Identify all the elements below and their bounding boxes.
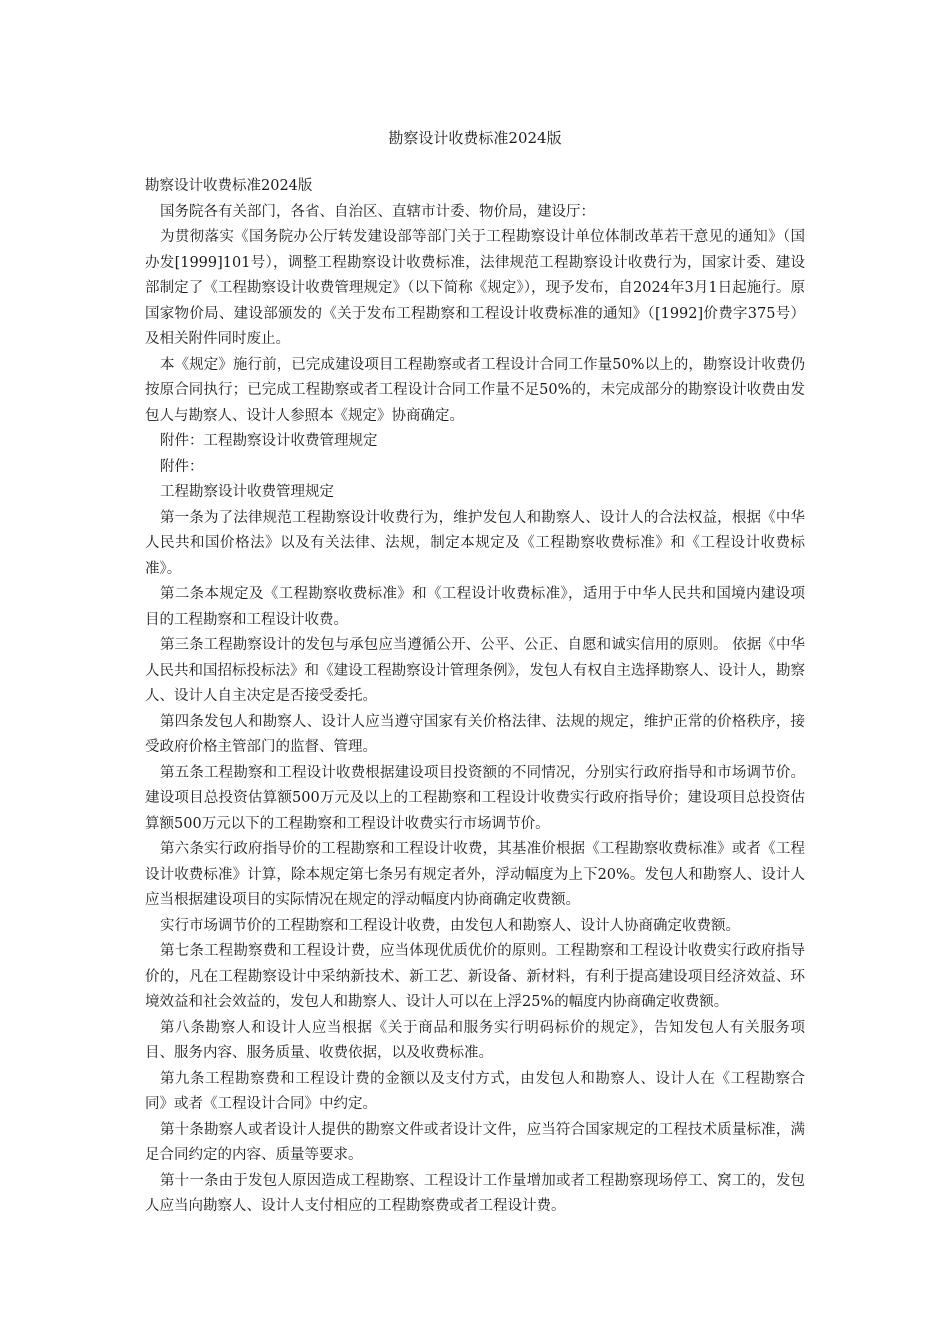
paragraph: 第十一条由于发包人原因造成工程勘察、工程设计工作量增加或者工程勘察现场停工、窝工的，发包人应当向勘察人、设计人支付相应的工程勘察费或者工程设计费。	[145, 1172, 805, 1214]
document-title: 勘察设计收费标准2024版	[388, 129, 562, 147]
paragraph: 第三条工程勘察设计的发包与承包应当遵循公开、公平、公正、自愿和诚实信用的原则。 依据《中华人民共和国招标投标法》和《建设工程勘察设计管理条例》，发包人有权自主选择勘察人、设计人，勘察人、设计人自主决定是否接受委托。	[145, 637, 805, 704]
paragraph: 第十条勘察人或者设计人提供的勘察文件或者设计文件，应当符合国家规定的工程技术质量标准，满足合同约定的内容、质量等要求。	[145, 1121, 805, 1163]
paragraph: 工程勘察设计收费管理规定	[160, 484, 334, 500]
paragraph: 第五条工程勘察和工程设计收费根据建设项目投资额的不同情况，分别实行政府指导和市场调节价。建设项目总投资估算额500万元及以上的工程勘察和工程设计收费实行政府指导价；建设项目总投资估算额500万元以下的工程勘察和工程设计收费实行市场调节价。	[145, 764, 805, 832]
paragraph: 附件：工程勘察设计收费管理规定	[160, 433, 378, 449]
paragraph: 第九条工程勘察费和工程设计费的金额以及支付方式，由发包人和勘察人、设计人在《工程勘察合同》或者《工程设计合同》中约定。	[145, 1070, 805, 1112]
paragraph: 第二条本规定及《工程勘察收费标准》和《工程设计收费标准》，适用于中华人民共和国境内建设项目的工程勘察和工程设计收费。	[145, 586, 805, 628]
paragraph: 第六条实行政府指导价的工程勘察和工程设计收费，其基准价根据《工程勘察收费标准》或者《工程设计收费标准》计算，除本规定第七条另有规定者外，浮动幅度为上下20%。发包人和勘察人、设计人应当根据建设项目的实际情况在规定的浮动幅度内协商确定收费额。	[145, 841, 805, 908]
paragraph: 第八条勘察人和设计人应当根据《关于商品和服务实行明码标价的规定》，告知发包人有关服务项目、服务内容、服务质量、收费依据，以及收费标准。	[145, 1019, 805, 1061]
paragraph: 为贯彻落实《国务院办公厅转发建设部等部门关于工程勘察设计单位体制改革若干意见的通知》（国办发[1999]101号），调整工程勘察设计收费标准，法律规范工程勘察设计收费行为，国家计委、建设部制定了《工程勘察设计收费管理规定》（以下简称《规定》），现予发布，自2024年3月1日起施行。原国家物价局、建设部颁发的《关于发布工程勘察和工程设计收费标准的通知》（[1992]价费字375号）及相关附件同时废止。	[145, 229, 805, 347]
document-body	[145, 174, 805, 1220]
paragraph: 附件：	[160, 458, 204, 475]
paragraph: 本《规定》施行前，已完成建设项目工程勘察或者工程设计合同工作量50%以上的，勘察设计收费仍按原合同执行；已完成工程勘察或者工程设计合同工作量不足50%的，未完成部分的勘察设计收费由发包人与勘察人、设计人参照本《规定》协商确定。	[145, 356, 805, 424]
paragraph: 实行市场调节价的工程勘察和工程设计收费，由发包人和勘察人、设计人协商确定收费额。	[160, 917, 740, 934]
paragraph: 勘察设计收费标准2024版	[145, 178, 313, 194]
paragraph: 国务院各有关部门，各省、自治区、直辖市计委、物价局，建设厅：	[160, 203, 595, 220]
paragraph: 第七条工程勘察费和工程设计费，应当体现优质优价的原则。工程勘察和工程设计收费实行政府指导价的，凡在工程勘察设计中采纳新技术、新工艺、新设备、新材料，有利于提高建设项目经济效益、环境效益和社会效益的，发包人和勘察人、设计人可以在上浮25%的幅度内协商确定收费额。	[145, 943, 805, 1010]
paragraph: 第一条为了法律规范工程勘察设计收费行为，维护发包人和勘察人、设计人的合法权益，根据《中华人民共和国价格法》以及有关法律、法规，制定本规定及《工程勘察收费标准》和《工程设计收费标准》。	[145, 509, 805, 577]
paragraph: 第四条发包人和勘察人、设计人应当遵守国家有关价格法律、法规的规定，维护正常的价格秩序，接受政府价格主管部门的监督、管理。	[145, 713, 805, 755]
